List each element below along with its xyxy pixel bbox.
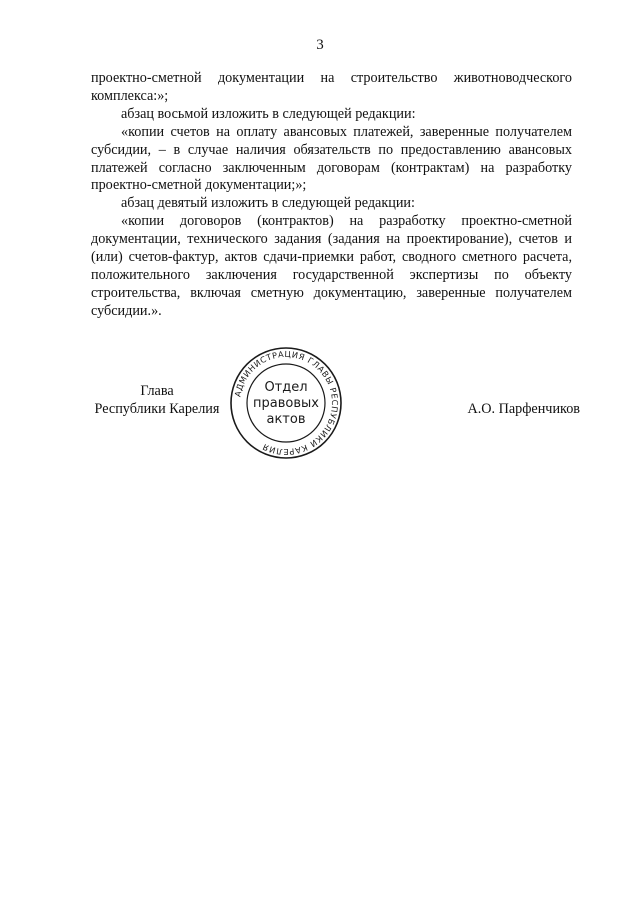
stamp-ring-text: АДМИНИСТРАЦИЯ ГЛАВЫ РЕСПУБЛИКИ КАРЕЛИЯ [232,348,341,458]
paragraph-eighth-text: «копии счетов на оплату авансовых платежей, заверенные получателем субсидии, – в случае наличия обязательств по предоставлению авансовых платежей согласно заключенным договорам (контрактам) на разработку проектно-сметной документации;»; [91,123,572,194]
paragraph-continuation: проектно-сметной документации на строительство животноводческого комплекса:»; [91,70,572,104]
stamp-center-line3: актов [266,412,306,427]
signer-name: А.О. Парфенчиков [467,401,580,417]
official-stamp [228,345,344,461]
paragraph-amendment-eighth: абзац восьмой изложить в следующей редакции: [121,105,416,122]
signer-title-line1: Глава [140,383,174,399]
paragraph-ninth-text: «копии договоров (контрактов) на разработку проектно-сметной документации, технического задания (задания на проектирование), счетов и (или) счетов-фактур, актов сдачи-приемки работ, сводного сметного расчета, положительного заключения государственной экспертизы по объекту строительства, включая сметную документацию, заверенные получателем субсидии.». [91,213,572,319]
document-body [91,70,572,321]
paragraph-amendment-ninth: абзац девятый изложить в следующей редакции: [121,195,415,212]
page-number: 3 [316,37,324,53]
stamp-center-line1: Отдел [264,380,308,395]
signer-title-line2: Республики Карелия [94,400,220,417]
stamp-center-line2: правовых [253,396,319,411]
signer-title [91,383,223,419]
